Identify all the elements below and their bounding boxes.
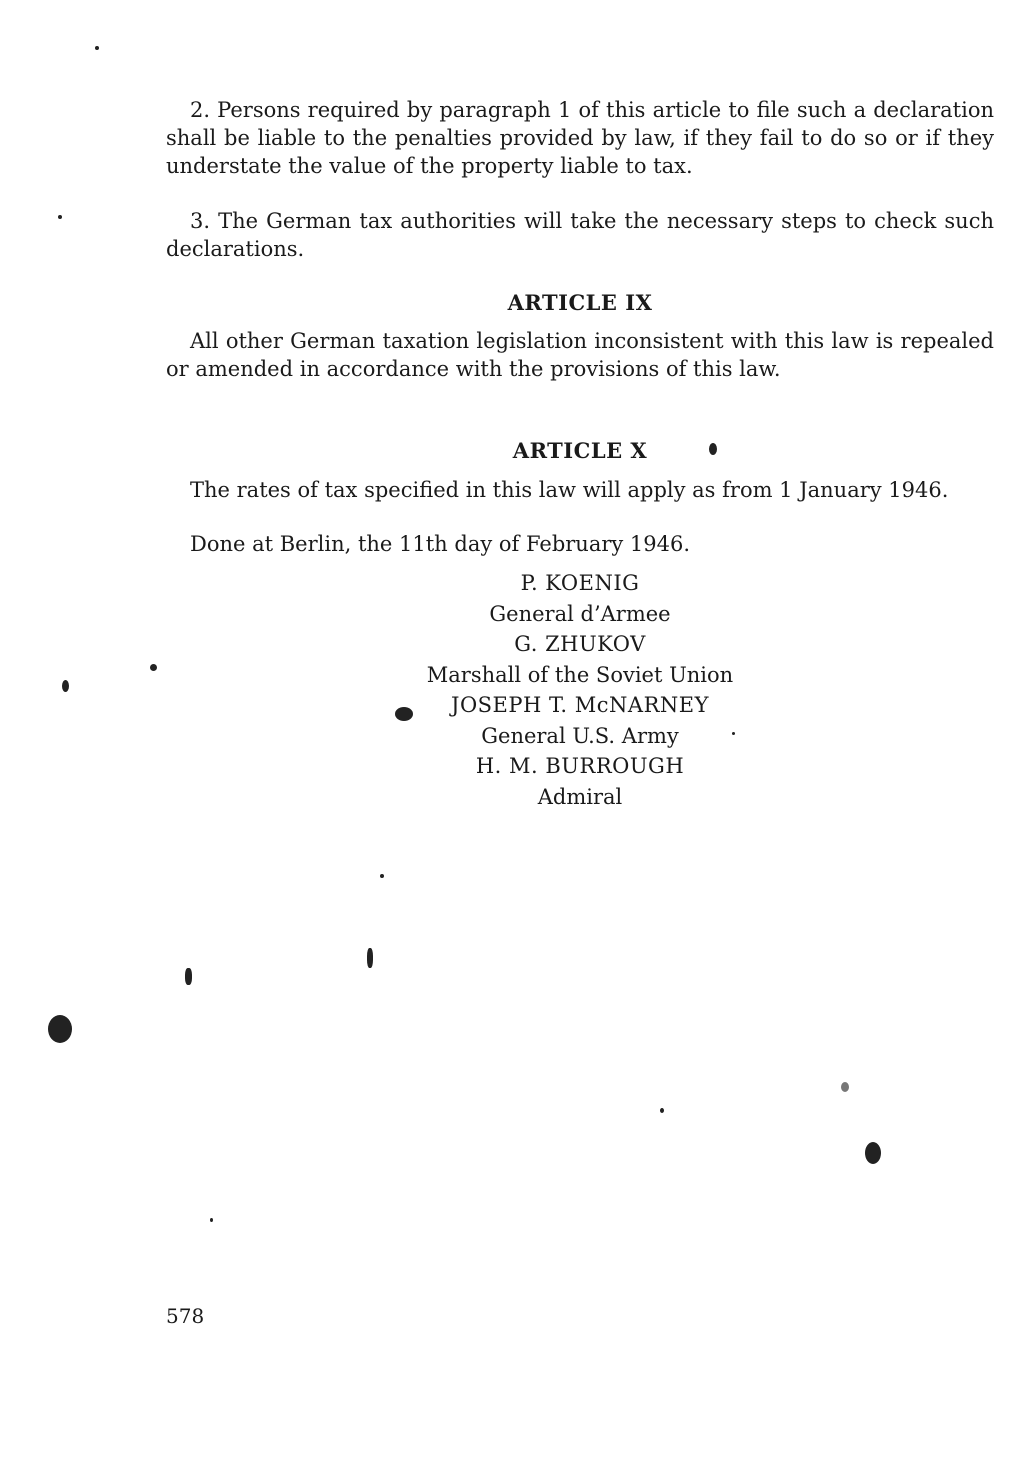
scan-speck — [185, 968, 192, 985]
signatory-title: Marshall of the Soviet Union — [426, 662, 734, 687]
done-at-line: Done at Berlin, the 11th day of February 1946. — [190, 532, 691, 556]
scan-speck — [660, 1108, 664, 1113]
scan-speck — [210, 1218, 213, 1222]
scan-speck — [841, 1082, 849, 1092]
signatory-title: Admiral — [537, 784, 623, 809]
signatory-name: G. ZHUKOV — [514, 632, 646, 656]
signatory-name: P. KOENIG — [520, 571, 640, 595]
signatory-name: JOSEPH T. McNARNEY — [451, 693, 709, 717]
article-ix-heading: ARTICLE IX — [507, 290, 653, 315]
article-x-text: The rates of tax specified in this law will apply as from 1 January 1946. — [190, 478, 949, 502]
scan-speck — [62, 680, 69, 692]
signatory-title: General U.S. Army — [481, 723, 679, 748]
scan-speck — [709, 443, 717, 455]
scan-speck — [48, 1015, 72, 1043]
article-ix-text: All other German taxation legislation inconsistent with this law is repealed or amended in accordance with the provisions of this law. — [166, 329, 994, 381]
article-x-heading: ARTICLE X — [512, 438, 648, 463]
paragraph-3: 3. The German tax authorities will take the necessary steps to check such declarations. — [166, 209, 994, 261]
paragraph-2: 2. Persons required by paragraph 1 of this article to file such a declaration shall be liable to the penalties provided by law, if they fail to do so or if they understate the value of the property liable to tax. — [166, 98, 994, 178]
scan-speck — [58, 215, 62, 219]
scan-speck — [367, 948, 373, 968]
signature-block — [166, 568, 994, 812]
signatory-title: General d’Armee — [489, 601, 671, 626]
scan-speck — [395, 707, 413, 721]
scan-speck — [150, 664, 157, 671]
signatory-name: H. M. BURROUGH — [475, 754, 685, 778]
scan-speck — [380, 874, 384, 878]
page-number: 578 — [166, 1304, 205, 1328]
scan-speck — [865, 1142, 881, 1164]
scan-speck — [95, 46, 99, 50]
scan-speck — [732, 732, 735, 735]
